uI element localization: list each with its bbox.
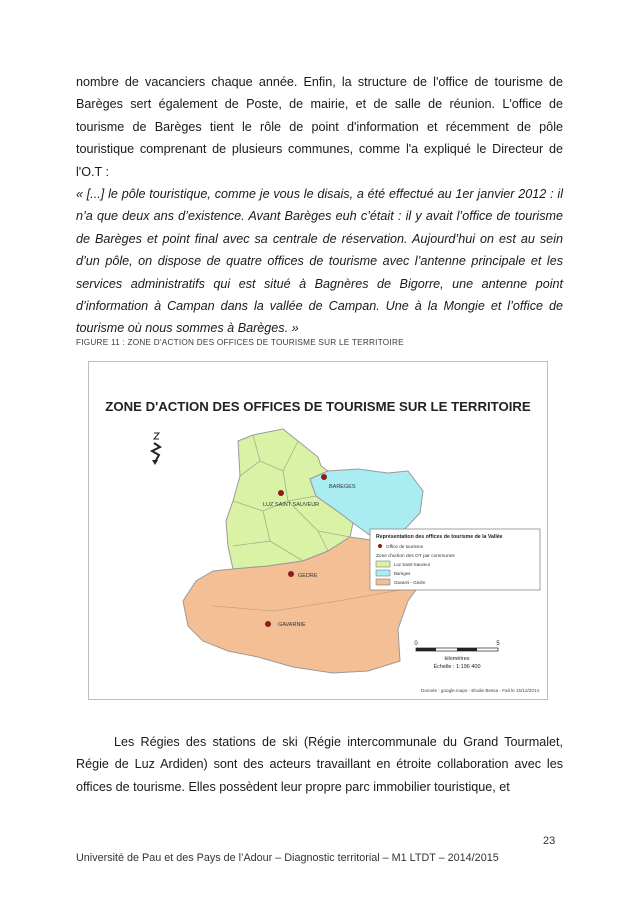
map-title: ZONE D'ACTION DES OFFICES DE TOURISME SUR LE TERRITOIRE bbox=[105, 399, 531, 414]
map-svg bbox=[88, 361, 548, 700]
figure-caption: FIGURE 11 : ZONE D'ACTION DES OFFICES DE TOURISME SUR LE TERRITOIRE bbox=[76, 338, 404, 347]
paragraph-intro: nombre de vacanciers chaque année. Enfin, la structure de l'office de tourisme de Barèges sert également de Poste, de mairie, et de salle de réunion. L'office de tourisme de Barèges tient le rôle de point d'information et récemment de pôle touristique comprenant de plusieurs communes, comme l'a expliqué le Directeur de l'O.T : bbox=[76, 75, 563, 179]
map-legend bbox=[370, 529, 540, 590]
map-source: Donnée : google.maps - Elodie Bessa - Fait le 15/12/2014 bbox=[421, 688, 539, 693]
legend-swatch-luz bbox=[376, 561, 390, 567]
town-label-bareges: BAREGES bbox=[329, 484, 356, 490]
paragraph-regies: Les Régies des stations de ski (Régie intercommunale du Grand Tourmalet, Régie de Luz Ardiden) sont des acteurs travaillant en étroite collaboration avec les offices de tourisme. Elles possèdent leur propre parc immobilier touristique, et bbox=[76, 735, 563, 794]
map-figure bbox=[88, 361, 548, 700]
town-label-luz: LUZ SAINT SAUVEUR bbox=[263, 502, 320, 508]
scale-label-zero: 0 bbox=[414, 641, 418, 647]
page-footer: Université de Pau et des Pays de l’Adour – Diagnostic territorial – M1 LTDT – 2014/2015 bbox=[76, 852, 499, 864]
legend-zone3-label: Gavarni - Gèdre bbox=[394, 580, 426, 585]
legend-swatch-gavarnie bbox=[376, 579, 390, 585]
office-dot-gavarnie bbox=[265, 621, 271, 627]
legend-swatch-bareges bbox=[376, 570, 390, 576]
office-dot-gedre bbox=[288, 571, 294, 577]
scale-unit: kilomètres bbox=[444, 656, 470, 662]
legend-zone-title: Zone d'action des OT par communes bbox=[376, 554, 455, 559]
office-dot-bareges bbox=[321, 474, 327, 480]
legend-zone2-label: Barèges bbox=[394, 571, 411, 576]
page-number: 23 bbox=[543, 835, 556, 847]
body-text-intro bbox=[76, 71, 563, 340]
body-text-regies bbox=[76, 731, 563, 798]
scale-ratio: Échelle : 1:196 400 bbox=[433, 664, 481, 670]
legend-office-dot bbox=[378, 544, 382, 548]
town-label-gavarnie: GAVARNIE bbox=[278, 622, 306, 628]
legend-office-label: Office de tourisme bbox=[386, 544, 424, 549]
office-dot-luz bbox=[278, 490, 284, 496]
town-label-gedre: GEDRE bbox=[298, 573, 318, 579]
legend-zone1-label: Luz Saint-Sauveur bbox=[394, 562, 431, 567]
scale-label-five: 5 bbox=[496, 641, 500, 647]
legend-title: Représentation des offices de tourisme de la Vallée bbox=[376, 534, 503, 540]
interview-quote: « [...] le pôle touristique, comme je vous le disais, a été effectué au 1er janvier 2012 : il n’a que deux ans d’existence. Avant Barèges euh c’était : il y avait l’office de tourisme de Barèges et point final avec sa centrale de réservation. Aujourd’hui on est au sein d’un pôle, on dispose de quatre offices de tourisme avec l’antenne principale et les services administratifs qui est situé à Bagnères de Bigorre, une antenne point d’information à Campan dans la vallée de Campan. Une à la Mongie et l’office de tourisme où nous sommes à Barèges. » bbox=[76, 187, 563, 336]
